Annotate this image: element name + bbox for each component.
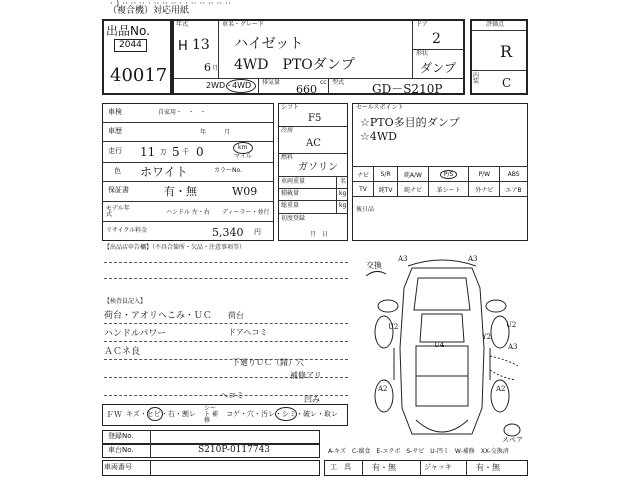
fw-label: ＦＷ: [106, 410, 122, 419]
inspection-label: 車検: [108, 108, 122, 116]
year-era: H: [178, 39, 188, 54]
diagram-mark: A2: [496, 385, 506, 393]
doors-label: ドア: [416, 21, 428, 28]
form-note: （複合機）対応用紙: [108, 6, 190, 16]
weight-label3: 総重量: [281, 202, 300, 209]
mileage-unit2: 千: [182, 148, 189, 156]
note-bottom1: ヘコミ: [220, 391, 244, 400]
warranty-value: 有・無: [164, 185, 197, 198]
weight-unit1: kg: [339, 190, 347, 197]
mileage-label: 走行: [108, 147, 122, 155]
history-unit: 年 月: [200, 129, 231, 136]
reg-no-label: 登録No.: [108, 432, 134, 440]
year-label: 年式: [176, 21, 189, 28]
mile-label: マイル: [234, 153, 252, 160]
note-line2: ハンドルパワー: [104, 329, 167, 339]
ac-label: 冷房: [281, 127, 294, 134]
shape-value: ダンプ: [420, 61, 457, 75]
warranty-code: W09: [232, 185, 258, 198]
color-no-label: カラーNo.: [214, 167, 242, 174]
equip-cell: P/W: [469, 167, 500, 182]
vin-label: 車両番号: [104, 463, 132, 471]
diagram-mark: A2: [378, 385, 388, 393]
mileage-value: 11: [140, 145, 156, 159]
drive-circle: [226, 79, 256, 93]
sales-point1: ☆PTO多目的ダンプ: [360, 116, 460, 129]
diagram-mark: A3: [398, 255, 408, 263]
grade-exterior: R: [500, 42, 513, 61]
shift-value: F5: [308, 113, 322, 124]
displacement-value: 660: [296, 83, 317, 96]
year-value: 13: [192, 37, 210, 53]
diagram-mark: A3: [468, 255, 478, 263]
note-line3: ＡＣネ良: [104, 347, 141, 357]
top-fragment: · ) ·· ·· ·· · ·· ·· ·· · · ·· ·· ·· ·· ··: [110, 0, 231, 9]
month-value: 6: [204, 61, 211, 74]
jack-label: ジャッキ: [424, 463, 452, 471]
diagram-mark: Y2: [482, 333, 492, 341]
model-label: 型式: [332, 79, 345, 86]
mileage-value2: 5: [172, 145, 180, 159]
equip-cell: ナビ: [353, 167, 374, 182]
equip-cell-circled: [428, 167, 469, 182]
diagram-mark: U4: [434, 341, 445, 349]
equip-cell: S/R: [374, 167, 398, 182]
equipment-grid: [352, 166, 528, 197]
capacity-unit: 名: [340, 178, 347, 185]
after-label: 後日品: [356, 206, 375, 213]
warranty-label: 保証書: [108, 186, 129, 194]
color-label: 色: [114, 167, 121, 175]
lot-number: 40017: [110, 65, 168, 86]
car-name: ハイゼット: [234, 36, 304, 52]
weight-unit2: kg: [339, 202, 347, 209]
diagram-mark: U2: [506, 321, 517, 329]
fw-circle1: [147, 407, 163, 421]
month-unit: 月: [212, 65, 219, 72]
wheel-fl: [375, 316, 393, 348]
car-grade: 4WD PTOダンプ: [234, 57, 355, 73]
interior-label: 内装: [473, 72, 480, 85]
weight-label2: 積載量: [281, 190, 300, 197]
cab-outline: [414, 278, 470, 310]
note-right3: 下廻りＵＣ（錆）穴: [232, 358, 304, 367]
recycle-label: リサイクル料金: [106, 227, 148, 234]
recycle-unit: 円: [254, 228, 261, 236]
handle-label: ハンドル 左・右: [166, 209, 210, 216]
lot-label: 出品No.: [106, 24, 150, 38]
equip-cell: TV: [353, 182, 374, 197]
mileage-unit1: 万: [160, 148, 167, 156]
diagram-mark: U2: [388, 323, 399, 331]
fuel-label: 燃料: [281, 154, 294, 161]
equip-cell: 純A/W: [398, 167, 429, 182]
sales-point2: ☆4WD: [360, 130, 397, 143]
equipment-row: [353, 167, 528, 182]
fw-items: キズ・ヒビ・右・割レ: [126, 410, 196, 418]
equipment-row: [353, 182, 528, 197]
chassis-label: 車台No.: [108, 446, 134, 454]
shape-label: 形状: [416, 50, 429, 57]
shift-label: シフト: [281, 104, 300, 111]
reg-no-row: [102, 430, 320, 444]
dealer-label: ディーラー・並行: [222, 209, 270, 216]
inspection-options: 自家用・ ・ ・: [158, 109, 207, 116]
lot-stamp: 2044: [114, 39, 147, 52]
model-value: GD－S210P: [372, 82, 443, 96]
reg-unit: 月 日: [310, 231, 329, 238]
note-right1: 荷台: [228, 311, 244, 320]
equip-cell: エアB: [500, 182, 528, 197]
tools-label: 工 具: [330, 463, 351, 471]
drive-selected: 4WD: [232, 81, 252, 90]
equip-cell: 革シート: [428, 182, 469, 197]
note-right4: 補修アリ: [290, 371, 322, 380]
color-value: ホワイト: [140, 165, 188, 179]
grade-interior: C: [502, 76, 512, 90]
name-label: 車名・グレード: [222, 21, 265, 28]
fw-sheet: シート 補修: [204, 405, 218, 424]
note-bottom2: 凹み: [304, 395, 320, 404]
note-right2: ドアヘコミ: [228, 328, 268, 337]
ac-value: AC: [306, 138, 321, 149]
chassis-value: S210P-0117743: [198, 445, 271, 455]
equip-cell: 純ナビ: [398, 182, 429, 197]
disclosure-label: 【出品店申告欄】（不具合箇所・欠品・注意事項等）: [104, 244, 246, 251]
tools-value: 有・無: [372, 463, 396, 472]
model-year-label: モデル年式: [106, 205, 130, 218]
diagram-side-label: 交換: [366, 261, 382, 270]
weight-label1: 車両重量: [281, 178, 306, 185]
recycle-value: 5,340: [212, 226, 244, 239]
reg-label: 初度登録: [281, 215, 306, 222]
displacement-unit: cc: [320, 79, 327, 86]
equip-cell: 外ナビ: [469, 182, 500, 197]
jack-value: 有・無: [476, 463, 500, 472]
displacement-label: 排気量: [262, 79, 281, 86]
fw-circle2: [275, 407, 297, 421]
drive-options: 2WD・: [206, 81, 234, 90]
damage-legend: A-キズ C-腐食 E-エクボ S-サビ U-凹ミ W-補修 XX-交換済: [328, 448, 509, 455]
mileage-extra: 0: [196, 145, 204, 159]
sales-label: セールスポイント: [356, 104, 404, 111]
equip-circled-text: P/S: [440, 170, 457, 179]
note-line1: 荷台・アオリへこみ・ＵＣ: [104, 311, 212, 321]
km-label: km: [238, 144, 248, 151]
spare-label: スペア: [502, 436, 523, 444]
lot-box: [102, 19, 172, 95]
spare-tire: [504, 424, 520, 436]
diagram-mark: A3: [508, 343, 518, 351]
inspector-label: 【検査員記入】: [104, 298, 147, 305]
body-outline: [400, 268, 484, 434]
fw-items2: コゲ・穴・汚レ・シミ・破レ・取レ: [226, 410, 338, 418]
equip-cell: 純TV: [374, 182, 398, 197]
grade-label: 評価点: [486, 21, 505, 28]
history-label: 車歴: [108, 127, 122, 135]
doors-value: 2: [432, 31, 441, 47]
fuel-value: ガソリン: [298, 162, 338, 173]
vin-row: [102, 460, 320, 476]
equip-cell: ABS: [500, 167, 528, 182]
